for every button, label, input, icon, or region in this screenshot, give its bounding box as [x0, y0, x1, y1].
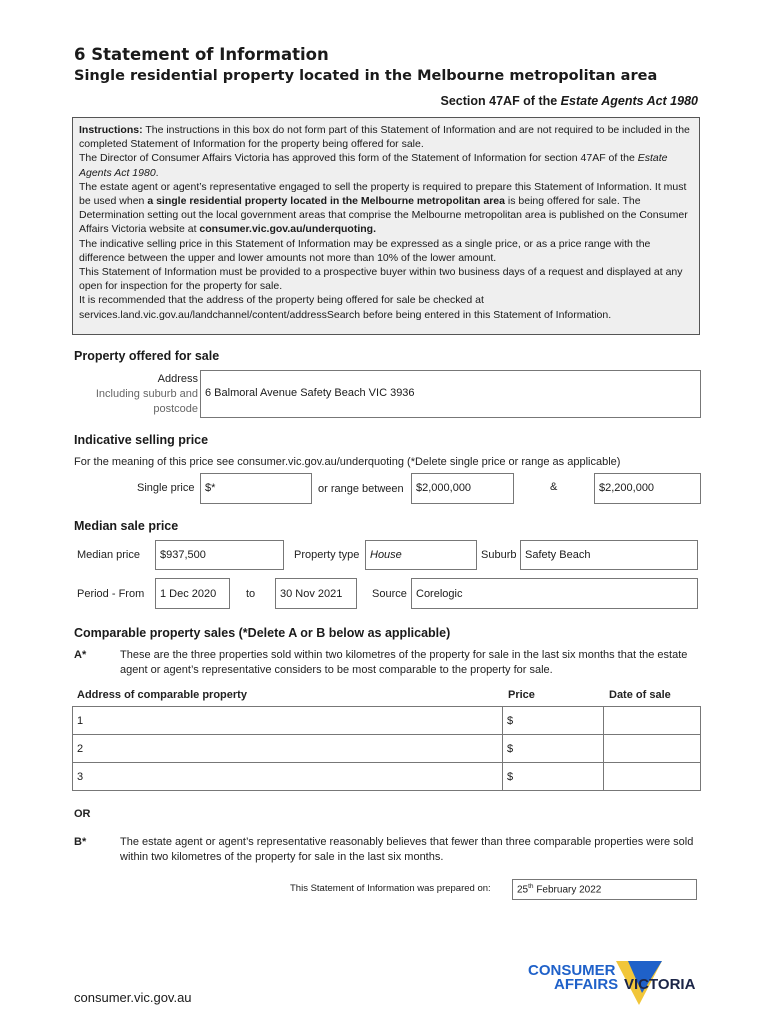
period-to-field[interactable]: 30 Nov 2021: [275, 578, 357, 609]
comparable-date-3[interactable]: [604, 763, 701, 791]
property-type-field[interactable]: House: [365, 540, 477, 570]
comparable-table: [72, 706, 701, 791]
instructions-p2-act: Estate Agents Act 1980: [79, 152, 668, 179]
page-subtitle: Single residential property located in the Melbourne metropolitan area: [74, 68, 658, 84]
logo-graphic: [528, 959, 704, 1007]
instructions-p3-b: a single residential property located in the Melbourne metropolitan area: [147, 195, 505, 208]
address-label-postcode: postcode: [153, 403, 198, 415]
median-price-label: Median price: [77, 549, 140, 561]
prepared-month-year: February 2022: [533, 884, 602, 896]
source-label: Source: [372, 588, 407, 600]
comparable-address-3[interactable]: 3: [73, 763, 503, 791]
logo-text-affairs: AFFAIRS: [554, 976, 619, 993]
instructions-p2-c: .: [155, 166, 159, 179]
table-row: [73, 735, 701, 763]
instructions-p3-c: is being offered for sale. The Determination setting out the local government areas that comprise the Melbourne metropolitan area is published on the Consumer Affairs Victoria website at: [79, 195, 688, 236]
median-price-field[interactable]: $937,500: [155, 540, 284, 570]
address-label: Address: [157, 373, 198, 385]
property-heading: Property offered for sale: [74, 349, 220, 363]
or-label: OR: [74, 808, 91, 820]
instructions-p1-text: The instructions in this box do not form part of this Statement of Information and are not required to be included in the completed Statement of Information for the property being offered for sale.: [79, 124, 690, 151]
single-price-field[interactable]: $*: [200, 473, 312, 504]
range-ampersand: &: [550, 481, 558, 493]
footer-url[interactable]: consumer.vic.gov.au: [74, 990, 192, 1005]
instructions-p5: This Statement of Information must be provided to a prospective buyer within two business days of a request and displayed at any open for inspection for the property for sale.: [79, 266, 683, 293]
single-price-label: Single price: [137, 482, 195, 494]
range-high-field[interactable]: $2,200,000: [594, 473, 701, 504]
address-label-suburb: Including suburb and: [95, 388, 198, 400]
instructions-p3-a: The estate agent or agent’s representative engaged to sell the property is required to prepare this Statement of Information. It must be used when: [79, 180, 687, 208]
prepared-date-field[interactable]: [512, 879, 697, 900]
price-heading: Indicative selling price: [74, 433, 209, 447]
prepared-day-suffix: th: [528, 883, 534, 890]
instructions-p6: It is recommended that the address of the property being offered for sale be checked at services.land.vic.gov.au/landchannel/content/addressSearch before being entered in this Statement of Information.: [79, 294, 612, 321]
instructions-box: [72, 117, 700, 335]
comparable-address-2[interactable]: 2: [73, 735, 503, 763]
table-row: [73, 763, 701, 791]
table-row: [73, 707, 701, 735]
instructions-p4: The indicative selling price in this Statement of Information may be expressed as a single price, or as a price range with the difference between the upper and lower amounts not more than 10% of the lower amount.: [79, 237, 651, 264]
comparable-date-2[interactable]: [604, 735, 701, 763]
option-b-label: B*: [74, 836, 87, 848]
col-price-header: Price: [508, 689, 535, 701]
prepared-day: 25: [517, 884, 529, 896]
range-label: or range between: [318, 483, 404, 495]
property-type-label: Property type: [294, 549, 360, 561]
section-act: Estate Agents Act 1980: [560, 94, 698, 108]
option-a-label: A*: [74, 649, 87, 661]
address-field[interactable]: 6 Balmoral Avenue Safety Beach VIC 3936: [200, 370, 701, 418]
period-from-field[interactable]: 1 Dec 2020: [155, 578, 230, 609]
logo-text-consumer: CONSUMER: [528, 962, 616, 979]
option-b-text: The estate agent or agent’s representative reasonably believes that fewer than three comparable properties were sold within two kilometres of the property for sale in the last six months.: [120, 836, 694, 863]
col-address-header: Address of comparable property: [77, 689, 247, 701]
instructions-p2: [79, 151, 693, 179]
comparable-price-2[interactable]: $: [503, 735, 604, 763]
prepared-label: This Statement of Information was prepared on:: [290, 883, 491, 894]
logo-text-victoria: VICTORIA: [624, 976, 696, 993]
period-to-label: to: [246, 588, 256, 600]
instructions-p1: [79, 123, 693, 151]
period-from-label: Period - From: [77, 588, 145, 600]
consumer-affairs-victoria-logo: [528, 959, 704, 1007]
page-title: 6 Statement of Information: [74, 45, 329, 64]
option-a-text: These are the three properties sold within two kilometres of the property for sale in the last six months that the estate agent or agent’s representative considers to be most comparable to the property for sale.: [120, 649, 688, 676]
comparable-price-3[interactable]: $: [503, 763, 604, 791]
col-date-header: Date of sale: [609, 689, 671, 701]
range-low-field[interactable]: $2,000,000: [411, 473, 514, 504]
section-reference: [441, 94, 698, 108]
source-field[interactable]: Corelogic: [411, 578, 698, 609]
comparable-heading: Comparable property sales (*Delete A or B below as applicable): [74, 626, 451, 640]
instructions-p3: [79, 180, 693, 237]
section-prefix: Section 47AF of the: [440, 94, 561, 108]
comparable-date-1[interactable]: [604, 707, 701, 735]
median-heading: Median sale price: [74, 519, 179, 533]
price-note: For the meaning of this price see consumer.vic.gov.au/underquoting (*Delete single price or range as applicable): [74, 456, 621, 468]
comparable-address-1[interactable]: 1: [73, 707, 503, 735]
comparable-price-1[interactable]: $: [503, 707, 604, 735]
underquoting-link[interactable]: consumer.vic.gov.au/underquoting.: [199, 223, 376, 236]
suburb-field[interactable]: Safety Beach: [520, 540, 698, 570]
instructions-p2-a: The Director of Consumer Affairs Victoria has approved this form of the Statement of Information for section 47AF of the: [79, 152, 638, 165]
instructions-label: Instructions:: [79, 124, 143, 136]
suburb-label: Suburb: [481, 549, 517, 561]
